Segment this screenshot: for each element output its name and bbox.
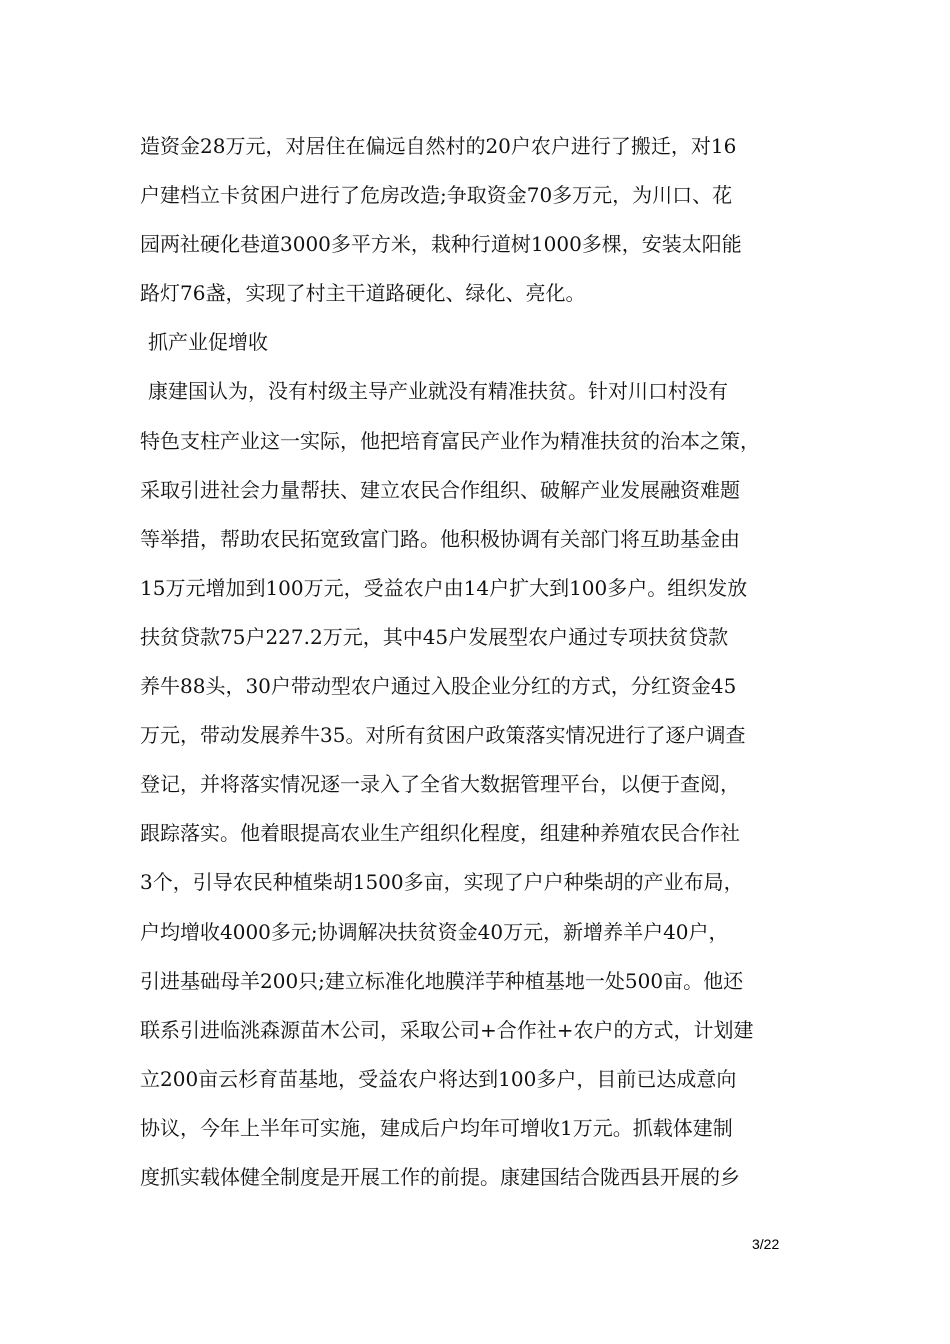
text-line: 协议，今年上半年可实施，建成后户均年可增收1万元。抓载体建制 (140, 1115, 733, 1140)
text-line: 跟踪落实。他着眼提高农业生产组织化程度，组建种养殖农民合作社 (140, 821, 740, 846)
text-line: 万元，带动发展养牛35。对所有贫困户政策落实情况进行了逐户调查 (140, 723, 746, 748)
text-line: 引进基础母羊200只;建立标准化地膜洋芋种植基地一处500亩。他还 (140, 968, 744, 993)
text-line: 扶贫贷款75户227.2万元，其中45户发展型农户通过专项扶贫贷款 (140, 624, 729, 649)
text-line: 度抓实载体健全制度是开展工作的前提。康建国结合陇西县开展的乡 (140, 1164, 740, 1189)
text-line: 等举措，帮助农民拓宽致富门路。他积极协调有关部门将互助基金由 (140, 526, 740, 551)
text-line: 路灯76盏，实现了村主干道路硬化、绿化、亮化。 (140, 281, 586, 306)
text-line: 特色支柱产业这一实际，他把培育富民产业作为精准扶贫的治本之策， (140, 428, 760, 453)
section-heading: 抓产业促增收 (148, 330, 268, 355)
text-line: 养牛88头，30户带动型农户通过入股企业分红的方式，分红资金45 (140, 674, 737, 699)
text-line: 户建档立卡贫困户进行了危房改造;争取资金70多万元，为川口、花 (140, 183, 733, 208)
text-line: 15万元增加到100万元，受益农户由14户扩大到100多户。组织发放 (140, 575, 748, 600)
page-number: 3/22 (752, 1236, 780, 1252)
text-line: 园两社硬化巷道3000多平方米，栽种行道树1000多棵，安装太阳能 (140, 232, 742, 257)
text-line: 立200亩云杉育苗基地，受益农户将达到100多户，目前已达成意向 (140, 1066, 737, 1091)
text-line: 康建国认为，没有村级主导产业就没有精准扶贫。针对川口村没有 (148, 379, 728, 404)
text-line: 登记，并将落实情况逐一录入了全省大数据管理平台，以便于查阅， (140, 772, 740, 797)
text-line: 联系引进临洮森源苗木公司，采取公司+合作社+农户的方式，计划建 (140, 1017, 754, 1042)
text-line: 造资金28万元，对居住在偏远自然村的20户农户进行了搬迁，对16 (140, 134, 737, 158)
text-line: 户均增收4000多元;协调解决扶贫资金40万元，新增养羊户40户， (140, 919, 729, 944)
document-body (140, 122, 840, 1202)
text-line: 3个，引导农民种植柴胡1500多亩，实现了户户种柴胡的产业布局， (140, 870, 744, 895)
text-line: 采取引进社会力量帮扶、建立农民合作组织、破解产业发展融资难题 (140, 477, 740, 502)
